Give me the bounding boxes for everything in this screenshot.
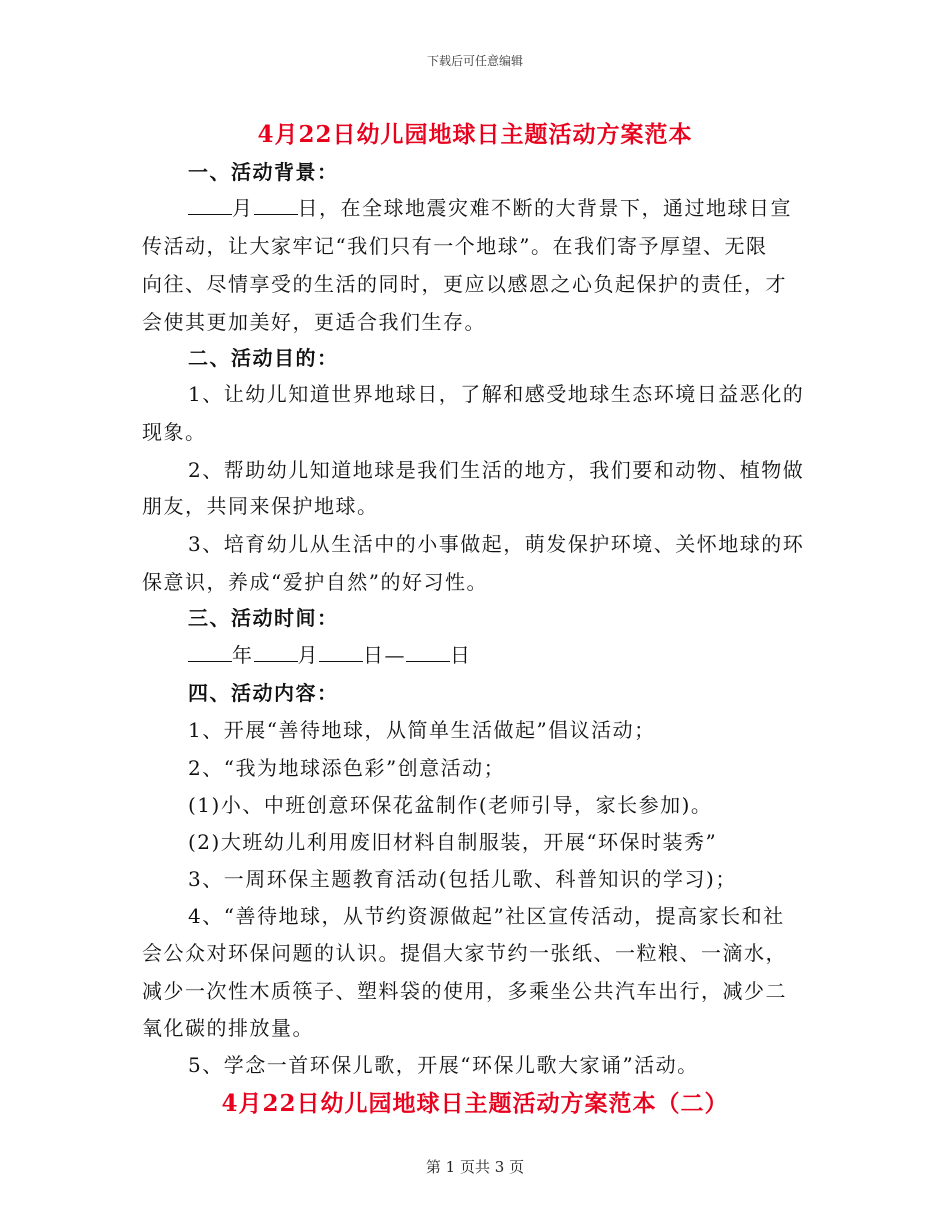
document-title-second: 4月22日幼儿园地球日主题活动方案范本（二） [221, 1090, 729, 1117]
section-heading-time: 三、活动时间： [188, 606, 339, 630]
page-header-note: 下载后可任意编辑 [426, 54, 523, 68]
paragraph-line: 5、学念一首环保儿歌，开展“环保儿歌大家诵”活动。 [188, 1053, 699, 1077]
fill-blank [319, 645, 363, 662]
section-heading-purpose: 二、活动目的： [188, 346, 339, 370]
document-title: 4月22日幼儿园地球日主题活动方案范本 [257, 121, 693, 148]
paragraph-line: 1、让幼儿知道世界地球日，了解和感受地球生态环境日益恶化的 [188, 382, 805, 406]
text-fragment: 年 [232, 643, 254, 667]
paragraph-line: 向往、尽情享受的生活的同时，更应以感恩之心负起保护的责任，才 [142, 272, 787, 296]
paragraph-line: 2、帮助幼儿知道地球是我们生活的地方，我们要和动物、植物做 [188, 458, 805, 482]
paragraph-line: 会公众对环保问题的认识。提倡大家节约一张纸、一粒粮、一滴水， [142, 941, 787, 965]
paragraph-line: (2)大班幼儿利用废旧材料自制服装，开展“环保时装秀” [188, 830, 718, 854]
page-footer: 第 1 页共 3 页 [425, 1158, 525, 1176]
paragraph-line: 减少一次性木质筷子、塑料袋的使用，多乘坐公共汽车出行，减少二 [142, 979, 787, 1003]
paragraph-line: 3、培育幼儿从生活中的小事做起，萌发保护环境、关怀地球的环 [188, 532, 805, 556]
paragraph-line: 2、“我为地球添色彩”创意活动； [188, 756, 506, 780]
text-fragment: 日— [363, 643, 406, 667]
text-fragment: 月 [297, 643, 319, 667]
paragraph-line: 4、“善待地球，从节约资源做起”社区宣传活动，提高家长和社 [188, 904, 785, 928]
paragraph-line: 保意识，养成“爱护自然”的好习性。 [142, 570, 488, 594]
fill-blank [254, 198, 298, 215]
time-line [188, 639, 868, 668]
paragraph-line [188, 192, 868, 221]
text-fragment: 月 [232, 196, 254, 220]
fill-blank [188, 645, 232, 662]
text-fragment: 日 [450, 643, 472, 667]
paragraph-line: 3、一周环保主题教育活动(包括儿歌、科普知识的学习)； [188, 867, 737, 891]
paragraph-line: 1、开展“善待地球，从简单生活做起”倡议活动； [188, 718, 656, 742]
paragraph-line: 传活动，让大家牢记“我们只有一个地球”。在我们寄予厚望、无限 [142, 234, 768, 258]
fill-blank [254, 645, 298, 662]
paragraph-line: 现象。 [142, 420, 207, 444]
paragraph-line: 会使其更加美好，更适合我们生存。 [142, 310, 486, 334]
fill-blank [188, 198, 232, 215]
paragraph-line: 氧化碳的排放量。 [142, 1016, 314, 1040]
section-heading-background: 一、活动背景： [188, 160, 339, 184]
fill-blank [406, 645, 450, 662]
paragraph-line: 朋友，共同来保护地球。 [142, 494, 379, 518]
paragraph-line: (1)小、中班创意环保花盆制作(老师引导，家长参加)。 [188, 793, 713, 817]
section-heading-content: 四、活动内容： [188, 681, 339, 705]
text-fragment: 日，在全球地震灾难不断的大背景下，通过地球日宣 [297, 196, 792, 220]
